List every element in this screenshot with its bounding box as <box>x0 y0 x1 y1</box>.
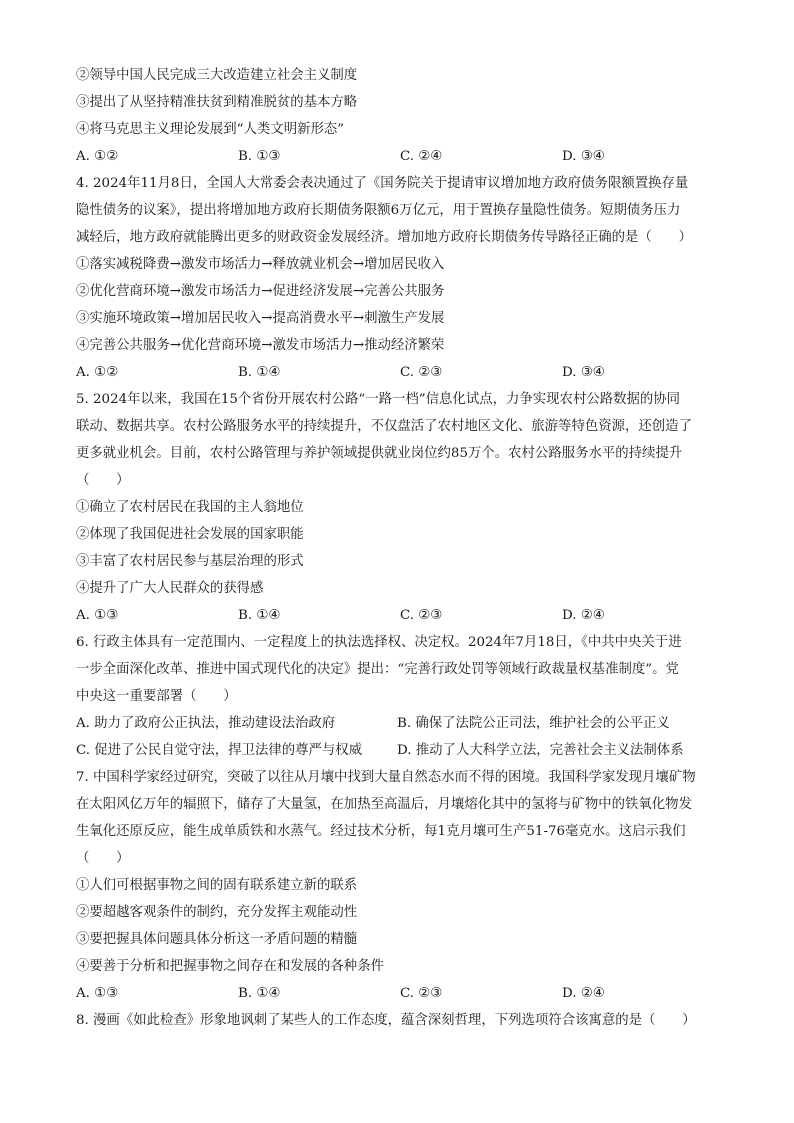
statement-item: ③要把握具体问题具体分析这一矛盾问题的精髓 <box>76 932 358 947</box>
statement-item: ③实施环境政策→增加居民收入→提高消费水平→刺激生产发展 <box>76 311 445 326</box>
option-a: A. ①② <box>76 365 119 380</box>
option-c: C. 促进了公民自觉守法，捍卫法律的尊严与权威 <box>76 743 363 758</box>
option-c: C. ②③ <box>400 986 443 1001</box>
answer-options <box>76 359 724 386</box>
option-d: D. ②④ <box>562 986 605 1001</box>
question-stem-line: （ ） <box>76 851 130 866</box>
option-b: B. ①④ <box>238 608 281 623</box>
question-7 <box>76 764 724 1007</box>
statement-item: ②要超越客观条件的制约，充分发挥主观能动性 <box>76 905 358 920</box>
question-stem-line: 减轻后，地方政府就能腾出更多的财政资金发展经济。增加地方政府长期债务传导路径正确的是（ ） <box>76 230 692 245</box>
answer-options <box>76 710 724 737</box>
question-stem-line: 联动、数据共享。农村公路服务水平的持续提升，不仅盘活了农村地区文化、旅游等特色资源，还创造了 <box>76 419 692 434</box>
option-b: B. ①④ <box>238 365 281 380</box>
option-c: C. ②④ <box>400 149 443 164</box>
question-stem-line: 4. 2024年11月8日，全国人大常委会表决通过了《国务院关于提请审议增加地方政府债务限额置换存量 <box>76 176 689 191</box>
option-d: D. ③④ <box>562 149 605 164</box>
option-a: A. ①② <box>76 149 119 164</box>
answer-options <box>76 737 724 764</box>
question-3 <box>76 62 724 170</box>
question-8 <box>76 1007 724 1034</box>
statement-item: ①落实减税降费→激发市场活力→释放就业机会→增加居民收入 <box>76 257 445 272</box>
question-stem-line: 6. 行政主体具有一定范围内、一定程度上的执法选择权、决定权。2024年7月18日，《中共中央关于进 <box>76 635 682 650</box>
option-c: C. ②③ <box>400 365 443 380</box>
statement-item: ④完善公共服务→优化营商环境→激发市场活力→推动经济繁荣 <box>76 338 445 353</box>
statement-item: ④要善于分析和把握事物之间存在和发展的各种条件 <box>76 959 384 974</box>
option-b: B. ①③ <box>238 149 281 164</box>
question-stem-line: 隐性债务的议案》，提出将增加地方政府长期债务限额6万亿元，用于置换存量隐性债务。短期债务压力 <box>76 203 681 218</box>
statement-item: ③提出了从坚持精准扶贫到精准脱贫的基本方略 <box>76 95 358 110</box>
option-b: B. 确保了法院公正司法，维护社会的公平正义 <box>397 716 670 731</box>
question-stem-line: 在太阳风亿万年的辐照下，储存了大量氢，在加热至高温后，月壤熔化其中的氢将与矿物中的铁氧化物发 <box>76 797 692 812</box>
statement-item: ①人们可根据事物之间的固有联系建立新的联系 <box>76 878 358 893</box>
statement-item: ②优化营商环境→激发市场活力→促进经济发展→完善公共服务 <box>76 284 445 299</box>
question-stem-line: 一步全面深化改革、推进中国式现代化的决定》提出：“完善行政处罚等领域行政裁量权基准制度”。党 <box>76 662 679 677</box>
question-stem-line: 更多就业机会。目前，农村公路管理与养护领域提供就业岗位约85万个。农村公路服务水平的持续提升 <box>76 446 683 461</box>
statement-item: ④提升了广大人民群众的获得感 <box>76 581 264 596</box>
answer-options <box>76 143 724 170</box>
question-stem-line: 生氧化还原反应，能生成单质铁和水蒸气。经过技术分析，每1克月壤可生产51-76毫克水。这启示我们 <box>76 824 686 839</box>
question-stem-line: 中央这一重要部署（ ） <box>76 689 237 704</box>
statement-item: ③丰富了农村居民参与基层治理的形式 <box>76 554 304 569</box>
answer-options <box>76 602 724 629</box>
question-4 <box>76 170 724 386</box>
question-stem-line: 7. 中国科学家经过研究，突破了以往从月壤中找到大量自然态水而不得的困境。我国科学家发现月壤矿物 <box>76 770 696 785</box>
exam-page <box>76 62 724 1034</box>
statement-item: ④将马克思主义理论发展到“人类文明新形态” <box>76 122 345 137</box>
question-stem-line: 8. 漫画《如此检查》形象地讽刺了某些人的工作态度，蕴含深刻哲理，下列选项符合该寓意的是（ ） <box>76 1013 696 1028</box>
question-stem-line: （ ） <box>76 473 130 488</box>
statement-item: ②领导中国人民完成三大改造建立社会主义制度 <box>76 68 358 83</box>
statement-item: ①确立了农村居民在我国的主人翁地位 <box>76 500 304 515</box>
option-d: D. 推动了人大科学立法，完善社会主义法制体系 <box>397 743 684 758</box>
option-c: C. ②③ <box>400 608 443 623</box>
option-a: A. ①③ <box>76 608 119 623</box>
statement-item: ②体现了我国促进社会发展的国家职能 <box>76 527 304 542</box>
answer-options <box>76 980 724 1007</box>
question-6 <box>76 629 724 764</box>
option-a: A. 助力了政府公正执法，推动建设法治政府 <box>76 716 336 731</box>
option-a: A. ①③ <box>76 986 119 1001</box>
option-d: D. ②④ <box>562 608 605 623</box>
question-5 <box>76 386 724 629</box>
option-b: B. ①④ <box>238 986 281 1001</box>
option-d: D. ③④ <box>562 365 605 380</box>
question-stem-line: 5. 2024年以来，我国在15个省份开展农村公路“一路一档”信息化试点，力争实现农村公路数据的协同 <box>76 392 681 407</box>
